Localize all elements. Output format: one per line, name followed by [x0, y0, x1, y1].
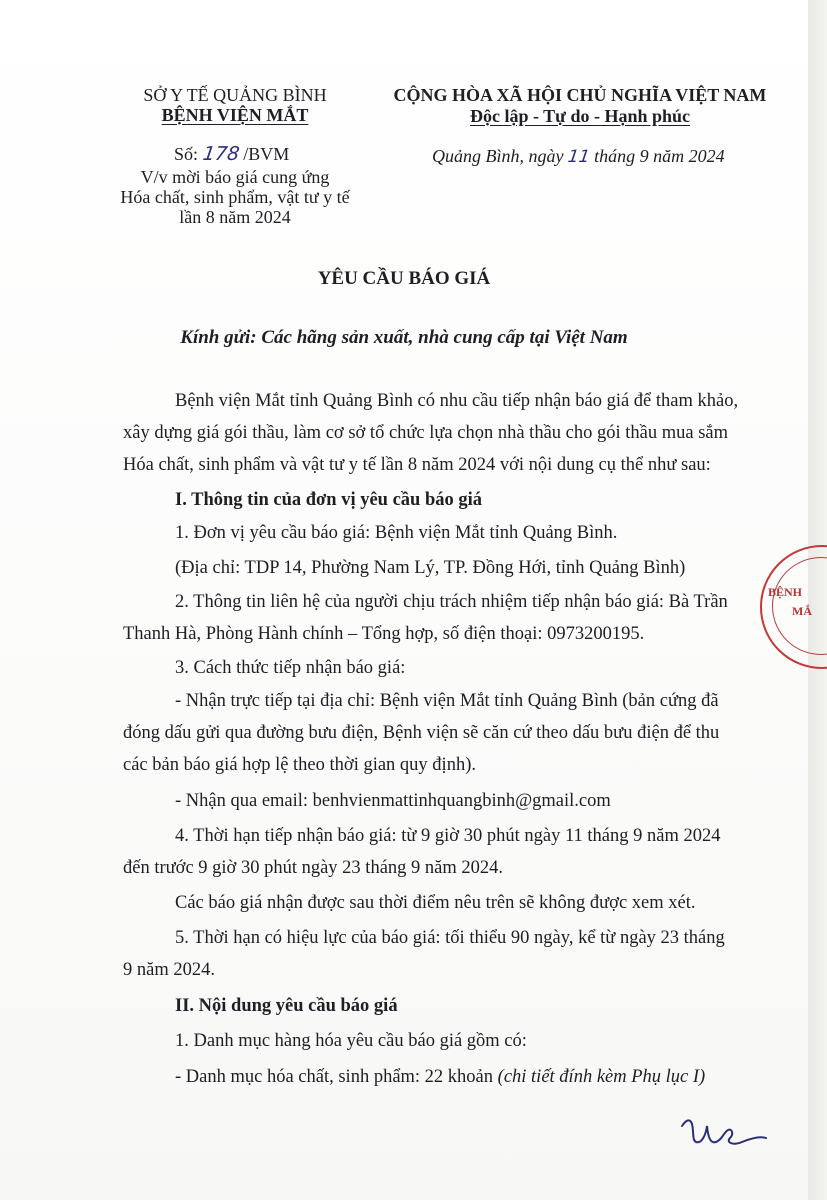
section-1-direct-3: các bản báo giá hợp lệ theo thời gian quy định). [123, 755, 476, 775]
section-1-contact-2: Thanh Hà, Phòng Hành chính – Tổng hợp, số điện thoại: 0973200195. [123, 624, 645, 644]
section-1-late-note: Các báo giá nhận được sau thời điểm nêu trên sẽ không được xem xét. [175, 893, 696, 913]
document-title: YÊU CẦU BÁO GIÁ [317, 268, 491, 289]
section-2-line-1: 1. Danh mục hàng hóa yêu cầu báo giá gồm có: [175, 1031, 527, 1051]
document-number [174, 143, 289, 165]
handwritten-day: 11 [566, 147, 592, 167]
section-1-deadline-1: 4. Thời hạn tiếp nhận báo giá: từ 9 giờ 30 phút ngày 11 tháng 9 năm 2024 [175, 826, 721, 846]
subject-line-1: V/v mời báo giá cung ứng [140, 167, 330, 187]
date-prefix: Quảng Bình, ngày [432, 146, 564, 166]
stamp-text-1: BỆNH [768, 585, 803, 599]
section-1-heading: I. Thông tin của đơn vị yêu cầu báo giá [175, 490, 483, 510]
section-1-method: 3. Cách thức tiếp nhận báo giá: [175, 658, 406, 678]
section-1-contact-1: 2. Thông tin liên hệ của người chịu trách nhiệm tiếp nhận báo giá: Bà Trần [175, 592, 728, 612]
intro-line-3: Hóa chất, sinh phẩm và vật tư y tế lần 8 năm 2024 với nội dung cụ thể như sau: [123, 455, 711, 475]
section-2-item-text: - Danh mục hóa chất, sinh phẩm: 22 khoản [175, 1067, 498, 1087]
section-1-address: (Địa chỉ: TDP 14, Phường Nam Lý, TP. Đồng Hới, tỉnh Quảng Bình) [175, 558, 686, 578]
nation-motto: Độc lập - Tự do - Hạnh phúc [469, 106, 691, 126]
subject-line-2: Hóa chất, sinh phẩm, vật tư y tế [120, 187, 350, 207]
number-suffix: /BVM [243, 144, 290, 164]
section-1-validity-2: 9 năm 2024. [123, 960, 215, 980]
department-name: SỞ Y TẾ QUẢNG BÌNH [143, 85, 327, 105]
date-suffix: tháng 9 năm 2024 [594, 146, 725, 166]
handwritten-number: 178 [200, 143, 241, 165]
section-1-deadline-2: đến trước 9 giờ 30 phút ngày 23 tháng 9 năm 2024. [123, 858, 504, 878]
recipient-line: Kính gửi: Các hãng sản xuất, nhà cung cấp tại Việt Nam [180, 327, 628, 348]
section-2-line-2 [175, 1066, 705, 1088]
section-1-validity-1: 5. Thời hạn có hiệu lực của báo giá: tối thiểu 90 ngày, kể từ ngày 23 tháng [175, 928, 725, 948]
intro-line-1: Bệnh viện Mắt tỉnh Quảng Bình có nhu cầu tiếp nhận báo giá để tham khảo, [175, 391, 739, 411]
initials-signature [676, 1108, 771, 1153]
section-1-direct-2: đóng dấu gửi qua đường bưu điện, Bệnh viện sẽ căn cứ theo dấu bưu điện để thu [123, 723, 720, 743]
section-1-email: - Nhận qua email: benhvienmattinhquangbinh@gmail.com [175, 791, 611, 811]
nation-title: CỘNG HÒA XÃ HỘI CHỦ NGHĨA VIỆT NAM [393, 85, 767, 105]
hospital-name: BỆNH VIỆN MẮT [161, 105, 309, 125]
section-2-heading: II. Nội dung yêu cầu báo giá [175, 996, 398, 1016]
section-1-line-1: 1. Đơn vị yêu cầu báo giá: Bệnh viện Mắt tỉnh Quảng Bình. [175, 523, 618, 543]
section-2-item-note: (chi tiết đính kèm Phụ lục I) [497, 1067, 706, 1087]
place-date [432, 145, 725, 168]
subject-line-3: lần 8 năm 2024 [179, 207, 291, 227]
number-label: Số: [174, 144, 199, 164]
intro-line-2: xây dựng giá gói thầu, làm cơ sở tổ chức lựa chọn nhà thầu cho gói thầu mua sắm [123, 423, 729, 443]
section-1-direct-1: - Nhận trực tiếp tại địa chỉ: Bệnh viện Mắt tỉnh Quảng Bình (bản cứng đã [175, 691, 719, 711]
stamp-text-2: MẮ [792, 604, 812, 618]
